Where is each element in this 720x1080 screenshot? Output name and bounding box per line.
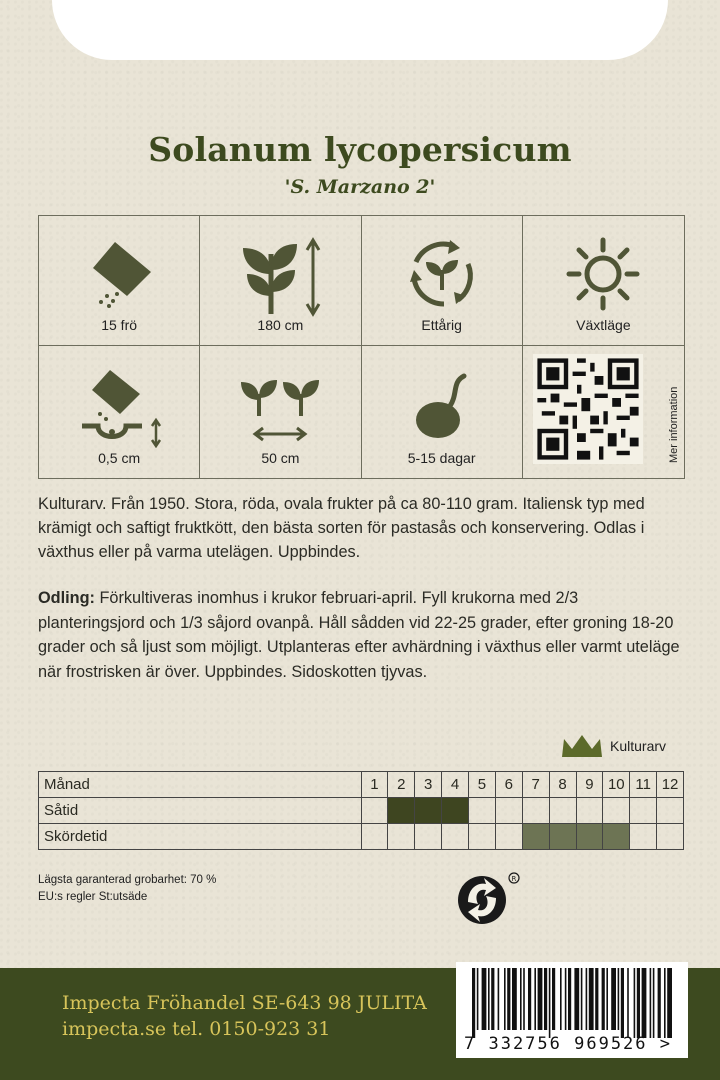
svg-text:R: R	[511, 875, 517, 883]
sowing-month-4	[442, 798, 469, 824]
germination-caption: 5-15 dagar	[407, 450, 476, 466]
harvest-month-1	[361, 824, 388, 850]
plant-spacing-icon	[235, 364, 325, 448]
sowing-month-7	[522, 798, 549, 824]
info-icon-grid	[38, 215, 685, 479]
germination-cell	[362, 346, 523, 478]
company-contact: impecta.se tel. 0150-923 31	[62, 1018, 331, 1040]
company-address: Impecta Fröhandel SE-643 98 JULITA	[62, 992, 427, 1014]
hang-tab-cutout	[52, 0, 668, 60]
sowing-month-6	[495, 798, 522, 824]
harvest-month-4	[442, 824, 469, 850]
lifecycle-caption: Ettårig	[421, 317, 462, 333]
month-cell: 1	[361, 772, 388, 798]
sowing-depth-icon	[74, 364, 164, 448]
spacing-cell	[200, 346, 361, 478]
heritage-label: Kulturarv	[610, 738, 667, 754]
sowing-month-2	[388, 798, 415, 824]
sun-cell	[523, 216, 684, 346]
month-cell: 10	[603, 772, 630, 798]
month-cell: 9	[576, 772, 603, 798]
sowing-depth-caption: 0,5 cm	[98, 450, 141, 466]
ean-barcode	[456, 962, 688, 1058]
harvest-month-10	[603, 824, 630, 850]
seed-count-caption: 15 frö	[101, 317, 138, 333]
harvest-month-3	[415, 824, 442, 850]
cultivation-text: Förkultiveras inomhus i krukor februari-april. Fyll krukorna med 2/3 planteringsjord och 1/3 såjord ovanpå. Håll sådden vid 22-25 grader, efter groning 18-20 grader och så ljust som möjligt. Utplanteras efter avhärdning i växthus eller varmt uteläge när frostrisken är över. Uppbindes. Sidoskotten tjyvas.	[38, 589, 680, 681]
month-cell: 7	[522, 772, 549, 798]
harvest-month-12	[657, 824, 684, 850]
harvest-month-11	[630, 824, 657, 850]
barcode-digits: 7 332756 969526 >	[464, 1034, 672, 1054]
heritage-badge	[560, 732, 666, 760]
harvest-month-9	[576, 824, 603, 850]
sowing-month-3	[415, 798, 442, 824]
calendar-harvest-row	[39, 824, 684, 850]
harvest-label: Skördetid	[39, 824, 362, 850]
qr-cell[interactable]	[523, 346, 684, 478]
green-dot-recycle-icon	[456, 870, 522, 930]
annual-cycle-icon	[402, 234, 482, 314]
sowing-month-9	[576, 798, 603, 824]
sowing-month-5	[469, 798, 496, 824]
crown-icon	[560, 733, 604, 759]
plant-height-caption: 180 cm	[257, 317, 304, 333]
harvest-month-7	[522, 824, 549, 850]
month-cell: 12	[657, 772, 684, 798]
fine-print	[38, 872, 216, 906]
company-info	[62, 990, 427, 1042]
sowing-label: Såtid	[39, 798, 362, 824]
germination-guarantee: Lägsta garanterad grobarhet: 70 %	[38, 874, 217, 886]
eu-regulation: EU:s regler St:utsäde	[38, 891, 148, 903]
plant-height-icon	[235, 234, 325, 318]
sowing-month-8	[549, 798, 576, 824]
harvest-month-6	[495, 824, 522, 850]
harvest-month-5	[469, 824, 496, 850]
qr-code-icon[interactable]	[533, 354, 643, 464]
month-cell: 4	[442, 772, 469, 798]
month-header-label: Månad	[39, 772, 362, 798]
harvest-month-8	[549, 824, 576, 850]
more-info-label: Mer information	[668, 386, 680, 463]
plant-height-cell	[200, 216, 361, 346]
seed-count-cell	[39, 216, 200, 346]
barcode-bars	[456, 966, 688, 1040]
month-cell: 11	[630, 772, 657, 798]
annual-cell	[362, 216, 523, 346]
month-cell: 3	[415, 772, 442, 798]
location-caption: Växtläge	[576, 317, 631, 333]
species-title: Solanum lycopersicum	[148, 130, 572, 169]
calendar-sowing-row	[39, 798, 684, 824]
sowing-month-10	[603, 798, 630, 824]
cultivation-label: Odling:	[38, 589, 95, 607]
spacing-caption: 50 cm	[261, 450, 300, 466]
germination-icon	[402, 364, 482, 448]
sowing-month-11	[630, 798, 657, 824]
sowing-month-12	[657, 798, 684, 824]
cultivation-instructions	[38, 586, 688, 684]
calendar-month-row	[39, 772, 684, 798]
month-cell: 8	[549, 772, 576, 798]
harvest-month-2	[388, 824, 415, 850]
month-cell: 6	[495, 772, 522, 798]
sowing-harvest-calendar	[38, 771, 684, 850]
variety-name: 'S. Marzano 2'	[284, 176, 436, 198]
sowing-depth-cell	[39, 346, 200, 478]
month-cell: 5	[469, 772, 496, 798]
sun-icon	[563, 234, 643, 314]
seed-packet-icon	[79, 234, 159, 314]
month-cell: 2	[388, 772, 415, 798]
sowing-month-1	[361, 798, 388, 824]
variety-description: Kulturarv. Från 1950. Stora, röda, ovala frukter på ca 80-110 gram. Italiensk typ med krämigt och saftigt fruktkött, den bästa sorten för pastasås och konservering. Odlas i växthus eller på varma utelägen. Uppbindes.	[38, 495, 645, 561]
